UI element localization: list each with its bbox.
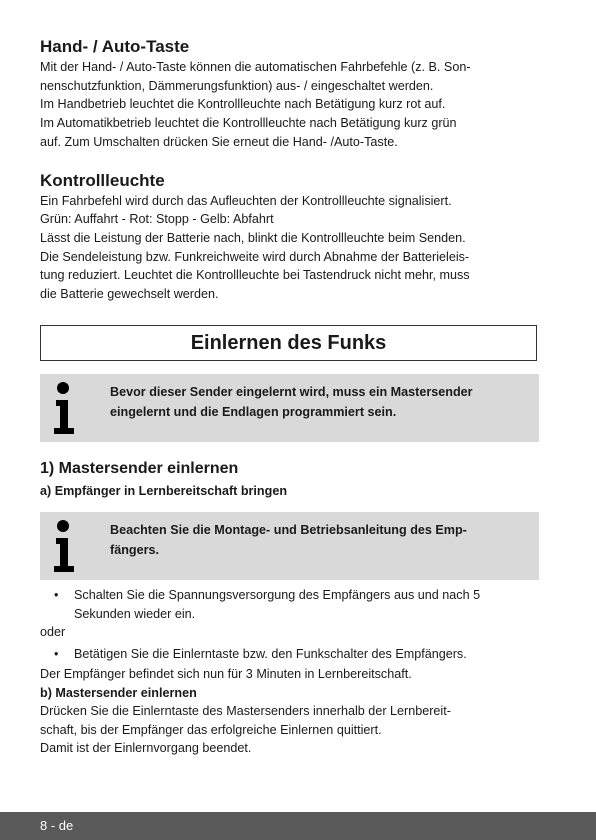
- info-note-line: Beachten Sie die Montage- und Betriebsanleitung des Emp-: [110, 523, 467, 537]
- section-title-box: Einlernen des Funks: [40, 325, 537, 361]
- list-item-line: Schalten Sie die Spannungsversorgung des Empfängers aus und nach 5: [74, 588, 481, 602]
- paragraph-line: Damit ist der Einlernvorgang beendet.: [40, 741, 252, 756]
- intro-content: [40, 36, 540, 304]
- info-note-line: fängers.: [110, 543, 159, 557]
- oder-text: oder: [40, 625, 66, 639]
- page-footer: [0, 812, 596, 840]
- final-paragraph: [40, 702, 540, 758]
- info-icon: [48, 378, 78, 438]
- heading-kontrollleuchte: Kontrollleuchte: [40, 170, 165, 190]
- heading-hand-auto: Hand- / Auto-Taste: [40, 37, 190, 56]
- paragraph-line: Im Handbetrieb leuchtet die Kontrollleuchte nach Betätigung kurz rot auf.: [40, 97, 446, 112]
- paragraph-line: Ein Fahrbefehl wird durch das Aufleuchten der Kontrollleuchte signalisiert.: [40, 193, 452, 208]
- bullet-marker: •: [54, 588, 59, 602]
- subheading-b: b) Mastersender einlernen: [40, 686, 197, 700]
- paragraph-line: Lässt die Leistung der Batterie nach, blinkt die Kontrollleuchte beim Senden.: [40, 230, 466, 245]
- paragraph-line: schaft, bis der Empfänger das erfolgreiche Einlernen quittiert.: [40, 722, 382, 737]
- paragraph-line: Die Sendeleistung bzw. Funkreichweite wird durch Abnahme der Batterieleis-: [40, 249, 470, 264]
- paragraph-line: tung reduziert. Leuchtet die Kontrollleuchte bei Tastendruck nicht mehr, muss: [40, 268, 470, 283]
- info-icon: [48, 516, 78, 576]
- paragraph-line: Drücken Sie die Einlerntaste des Mastersenders innerhalb der Lernbereit-: [40, 704, 451, 718]
- info-note-line: eingelernt und die Endlagen programmiert sein.: [110, 405, 397, 419]
- paragraph-line: Der Empfänger befindet sich nun für 3 Minuten in Lernbereitschaft.: [40, 667, 412, 681]
- bullet-marker: •: [54, 647, 59, 661]
- info-note-line: Bevor dieser Sender eingelernt wird, muss ein Mastersender: [110, 385, 473, 399]
- paragraph-line: nenschutzfunktion, Dämmerungsfunktion) aus- / eingeschaltet werden.: [40, 78, 434, 93]
- page-number: 8 - de: [40, 818, 74, 833]
- paragraph-line: auf. Zum Umschalten drücken Sie erneut die Hand- /Auto-Taste.: [40, 134, 398, 149]
- subheading-a: a) Empfänger in Lernbereitschaft bringen: [40, 484, 288, 498]
- list-item-line: Sekunden wieder ein.: [74, 606, 196, 621]
- paragraph-line: Mit der Hand- / Auto-Taste können die automatischen Fahrbefehle (z. B. Son-: [40, 60, 471, 74]
- list-item: Betätigen Sie die Einlerntaste bzw. den Funkschalter des Empfängers.: [74, 647, 467, 661]
- heading-mastersender: 1) Mastersender einlernen: [40, 460, 239, 477]
- paragraph-line: Grün: Auffahrt - Rot: Stopp - Gelb: Abfahrt: [40, 212, 274, 227]
- info-note: [40, 512, 539, 580]
- info-note-text: [110, 382, 533, 422]
- paragraph-line: Im Automatikbetrieb leuchtet die Kontrollleuchte nach Betätigung kurz grün: [40, 116, 457, 131]
- info-note-text: [110, 520, 533, 560]
- list-item: [74, 586, 544, 623]
- paragraph-line: die Batterie gewechselt werden.: [40, 287, 219, 302]
- info-note: [40, 374, 539, 442]
